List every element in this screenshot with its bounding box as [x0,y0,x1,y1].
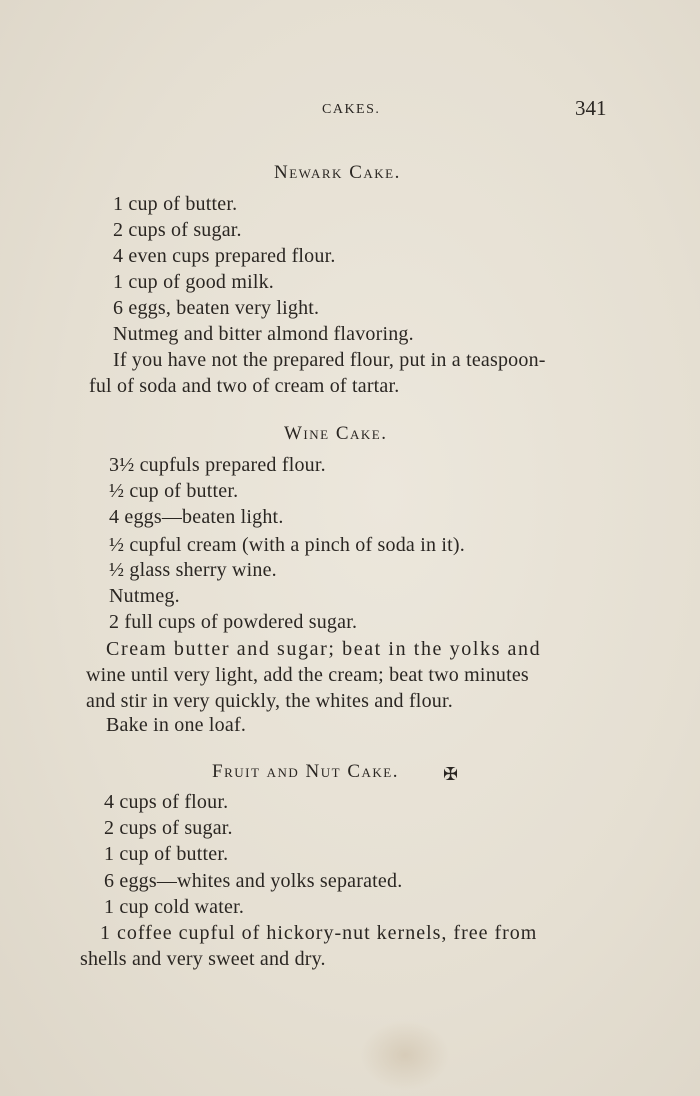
running-head [0,96,700,126]
recipe-line: wine until very light, add the cream; beat two minutes [86,664,529,686]
section-title: CAKES. [322,102,381,117]
recipe-line: 6 eggs—whites and yolks separated. [104,870,403,892]
recipe-line: Cream butter and sugar; beat in the yolks and [106,638,542,660]
recipe-title-fruit-and-nut-cake: Fruit and Nut Cake. [212,761,400,782]
recipe-line: ½ glass sherry wine. [109,559,277,581]
recipe-title-wine-cake: Wine Cake. [284,423,388,444]
recipe-line: 4 even cups prepared flour. [113,245,336,267]
recipe-line: Nutmeg. [109,585,180,607]
recipe-line: 6 eggs, beaten very light. [113,297,320,319]
recipe-line: ½ cup of butter. [109,480,239,502]
recipe-line: ful of soda and two of cream of tartar. [89,375,400,397]
recipe-line: and stir in very quickly, the whites and flour. [86,690,453,712]
recipe-line: 1 cup of butter. [104,843,229,865]
recipe-title-newark-cake: Newark Cake. [274,162,401,183]
recipe-line: 1 coffee cupful of hickory-nut kernels, free from [100,922,538,944]
recipe-line: 1 cup of good milk. [113,271,275,293]
recipe-line: Bake in one loaf. [106,714,247,736]
recipe-line: 2 cups of sugar. [113,219,242,241]
recipe-line: 4 cups of flour. [104,791,229,813]
recipe-line: 3½ cupfuls prepared flour. [109,454,326,476]
page-stain [360,1020,450,1090]
page-number: 341 [575,96,607,120]
recipe-line: 2 cups of sugar. [104,817,233,839]
recipe-line: 4 eggs—beaten light. [109,506,284,528]
recipe-line: shells and very sweet and dry. [80,948,326,970]
recipe-line: 2 full cups of powdered sugar. [109,611,358,633]
recipe-line: ½ cupful cream (with a pinch of soda in it). [109,534,465,556]
recipe-line: If you have not the prepared flour, put in a teaspoon- [113,349,546,371]
recipe-line: Nutmeg and bitter almond flavoring. [113,323,414,345]
cross-mark-icon: ✠ [443,764,459,785]
recipe-line: 1 cup of butter. [113,193,238,215]
recipe-line: 1 cup cold water. [104,896,245,918]
